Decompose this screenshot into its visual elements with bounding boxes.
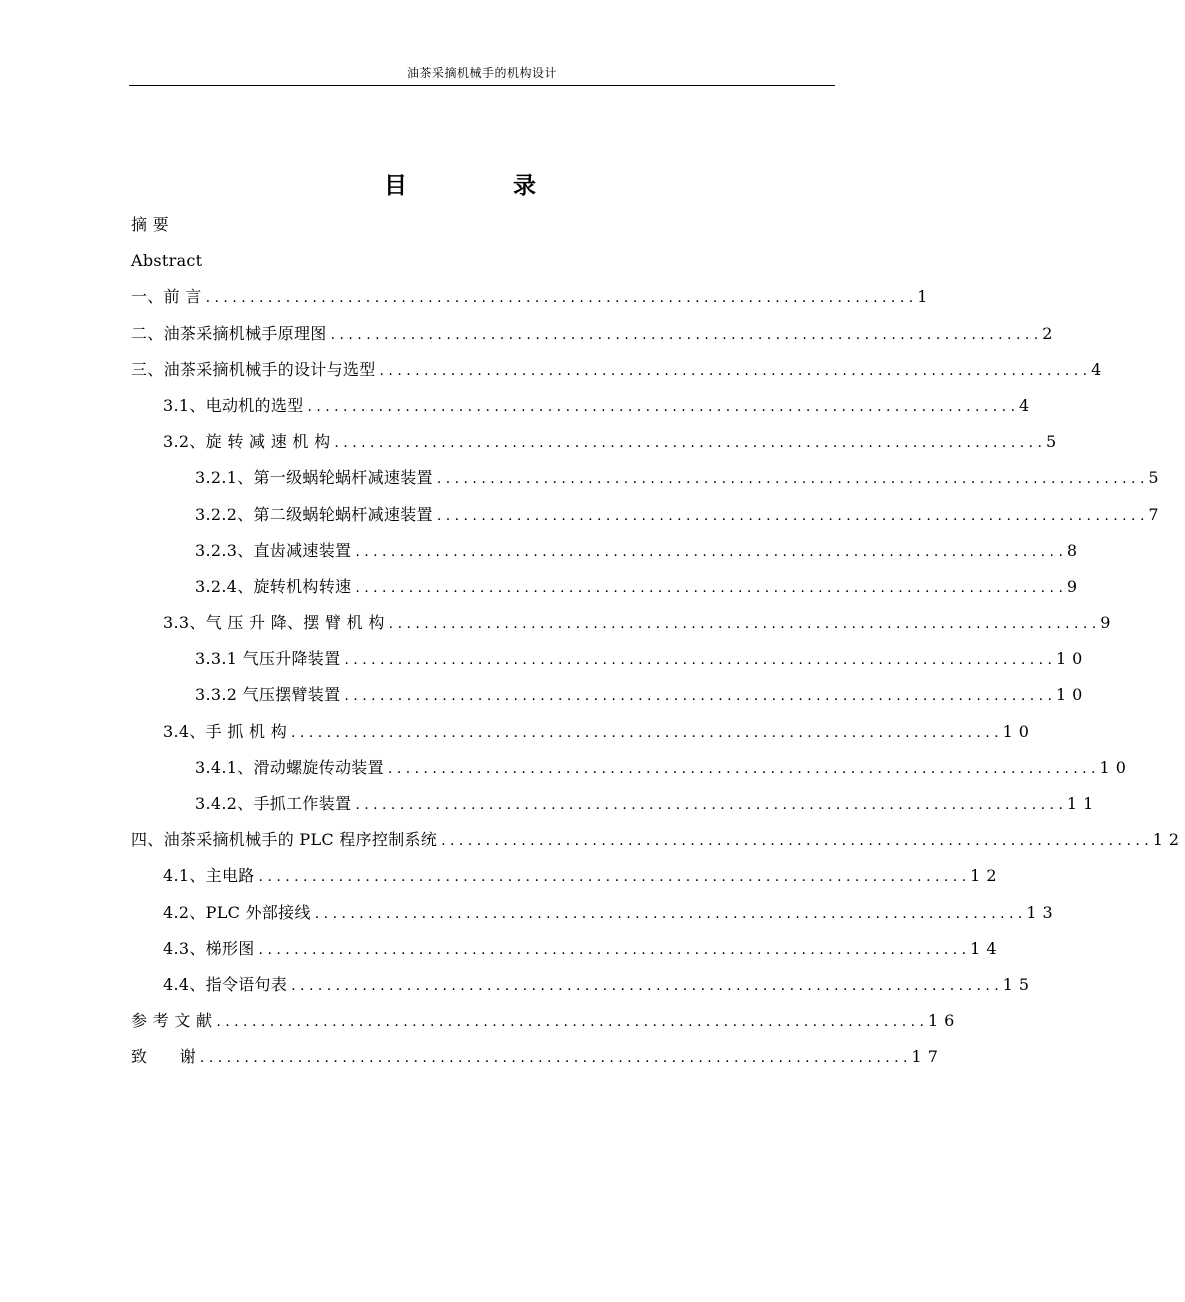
toc-entry-label: 二、油茶采摘机械手原理图 <box>131 323 327 343</box>
toc-entry[interactable] <box>131 316 1059 352</box>
toc-entry-label: 3.2、旋 转 减 速 机 构 <box>163 432 331 452</box>
toc-entry[interactable] <box>131 460 1165 496</box>
toc-entry-page: 12 <box>970 866 1003 886</box>
toc-entry[interactable] <box>131 677 1089 713</box>
toc-entry-label: 3.2.1、第一级蜗轮蜗杆减速装置 <box>195 468 433 488</box>
toc-entry[interactable] <box>131 243 830 279</box>
toc-leader <box>259 859 967 895</box>
toc-entry-page: 9 <box>1100 613 1117 633</box>
toc-leader <box>344 642 1052 678</box>
toc-entry-page: 11 <box>1066 794 1100 813</box>
toc-leader <box>331 317 1039 353</box>
toc-entry-label: 4.4、指令语句表 <box>163 974 288 994</box>
toc-entry[interactable] <box>131 424 1063 460</box>
toc-leader <box>344 678 1052 714</box>
toc-leader <box>206 280 914 316</box>
toc-entry-label: Abstract <box>131 251 203 271</box>
toc-entry[interactable] <box>131 352 1108 388</box>
toc-entry[interactable] <box>131 497 1165 533</box>
toc-entry-label: 3.4.2、手抓工作装置 <box>195 794 352 813</box>
toc-entry-label: 3.2.2、第二级蜗轮蜗杆减速装置 <box>195 504 433 524</box>
toc-leader <box>216 1004 924 1040</box>
toc-entry-page: 14 <box>970 938 1003 958</box>
toc-entry-label: 4.1、主电路 <box>163 866 255 886</box>
toc-title <box>0 167 920 200</box>
header-rule <box>129 85 835 86</box>
toc-entry-page: 12 <box>1152 830 1185 850</box>
toc-entry[interactable] <box>131 750 1132 786</box>
toc-entry-label: 3.3.1 气压升降装置 <box>195 649 341 669</box>
toc-entry[interactable] <box>131 822 1185 858</box>
toc-leader <box>307 389 1015 425</box>
toc-entry[interactable] <box>131 388 1036 424</box>
toc-entry-label: 3.2.4、旋转机构转速 <box>195 576 352 596</box>
toc-entry-page: 5 <box>1148 468 1165 488</box>
toc-entry-page: 15 <box>1002 974 1036 994</box>
toc-entry-page: 10 <box>1056 649 1089 669</box>
running-header: 油茶采摘机械手的机构设计 <box>406 66 557 80</box>
toc-entry[interactable] <box>131 533 1084 569</box>
toc-entry-page: 16 <box>927 1011 961 1031</box>
toc-leader <box>355 787 1063 823</box>
toc-leader <box>200 1040 908 1076</box>
toc-entry-page: 9 <box>1066 576 1084 596</box>
toc-entry[interactable] <box>131 1039 944 1075</box>
toc-leader <box>355 570 1063 606</box>
toc-entry[interactable] <box>131 786 1100 822</box>
toc-entry-label: 3.3、气 压 升 降、摆 臂 机 构 <box>163 613 385 633</box>
toc-title-part1: 目 <box>384 172 407 199</box>
toc-entry[interactable] <box>131 605 1117 641</box>
toc-entry-page: 10 <box>1002 721 1035 741</box>
toc-leader <box>259 932 967 968</box>
toc-entry-label: 3.1、电动机的选型 <box>163 395 304 415</box>
toc-leader <box>388 751 1096 787</box>
toc-entry[interactable] <box>131 714 1035 750</box>
toc-entry[interactable] <box>131 895 1059 931</box>
toc-entry-label: 致 谢 <box>131 1047 196 1067</box>
toc-entry-label: 3.4、手 抓 机 构 <box>163 721 288 741</box>
toc-leader <box>355 534 1063 570</box>
toc-entry-page: 1 <box>917 287 934 307</box>
toc-entry-label: 一、前 言 <box>131 287 202 307</box>
toc-entry-page: 10 <box>1099 757 1132 777</box>
toc-entry[interactable] <box>131 931 1003 967</box>
toc-leader <box>437 498 1145 534</box>
toc-entry[interactable] <box>131 1003 961 1039</box>
toc-entry[interactable] <box>131 207 830 243</box>
toc-entry-page: 4 <box>1019 395 1036 415</box>
toc-entry-page: 7 <box>1148 504 1165 524</box>
toc-leader <box>441 823 1149 859</box>
toc-entry[interactable] <box>131 569 1084 605</box>
toc-leader <box>389 606 1097 642</box>
toc-entry-page: 8 <box>1066 540 1084 560</box>
toc-leader <box>380 353 1088 389</box>
toc-entry-page: 17 <box>911 1047 944 1067</box>
toc-entry-page: 4 <box>1091 359 1108 379</box>
toc-entry-page: 2 <box>1042 323 1059 343</box>
toc-leader <box>291 715 999 751</box>
toc-entry-label: 参 考 文 献 <box>131 1011 213 1031</box>
toc-entry-page: 5 <box>1045 432 1063 452</box>
toc-entry-label: 摘 要 <box>131 215 169 234</box>
toc-entry-label: 3.4.1、滑动螺旋传动装置 <box>195 757 384 777</box>
toc-leader <box>291 968 999 1004</box>
toc-entry-label: 四、油茶采摘机械手的 PLC 程序控制系统 <box>131 830 438 850</box>
toc-entry-label: 3.3.2 气压摆臂装置 <box>195 685 341 705</box>
toc-entry-page: 13 <box>1026 902 1059 922</box>
toc-leader <box>437 461 1145 497</box>
toc-entry-label: 3.2.3、直齿减速装置 <box>195 540 352 560</box>
toc-entry-page: 10 <box>1056 685 1089 705</box>
toc-entry-label: 4.2、PLC 外部接线 <box>163 902 311 922</box>
toc-entry[interactable] <box>131 858 1003 894</box>
toc-entry[interactable] <box>131 641 1089 677</box>
table-of-contents <box>131 207 1185 1076</box>
toc-title-part2: 录 <box>513 172 536 199</box>
toc-entry[interactable] <box>131 279 934 315</box>
toc-entry-label: 4.3、梯形图 <box>163 938 255 958</box>
toc-entry[interactable] <box>131 967 1036 1003</box>
toc-leader <box>334 425 1042 461</box>
toc-entry-label: 三、油茶采摘机械手的设计与选型 <box>131 359 376 379</box>
toc-leader <box>315 896 1023 932</box>
